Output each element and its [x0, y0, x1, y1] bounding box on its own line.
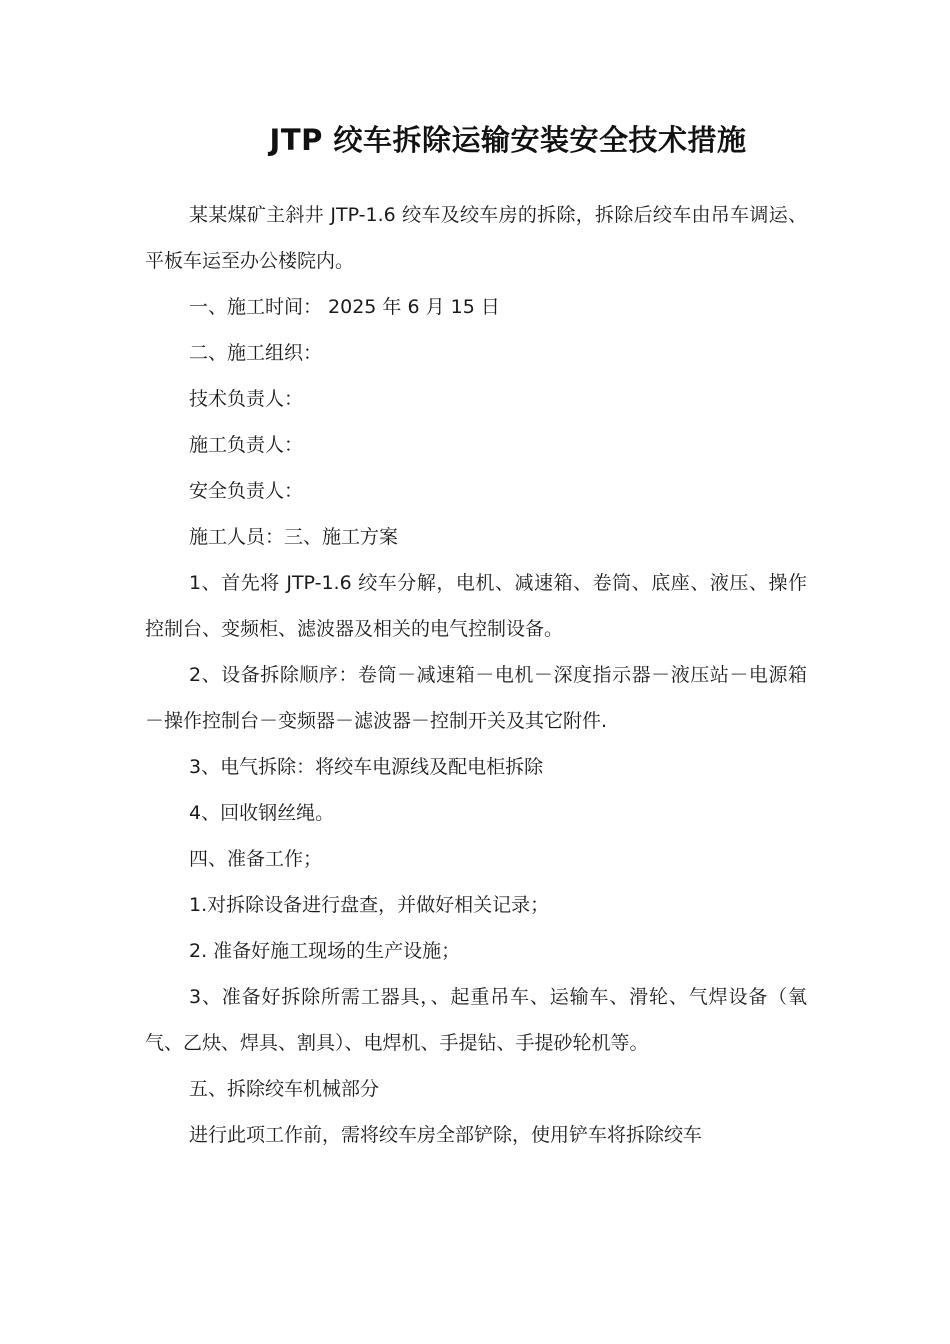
paragraph-preparation-1: 1.对拆除设备进行盘查，并做好相关记录； — [189, 894, 550, 916]
paragraph-construction-time: 一、施工时间： 2025 年 6 月 15 日 — [189, 296, 500, 318]
paragraph-construction-organization: 二、施工组织： — [189, 342, 323, 364]
paragraph-intro: 某某煤矿主斜井 JTP-1.6 绞车及绞车房的拆除，拆除后绞车由吊车调运、平板车运至办公楼院内。 — [145, 204, 807, 272]
document-body — [145, 192, 807, 1158]
paragraph-plan-step-4: 4、回收钢丝绳。 — [189, 802, 335, 824]
paragraph-safety-lead: 安全负责人： — [189, 480, 304, 502]
paragraph-staff-and-plan: 施工人员：三、施工方案 — [189, 526, 399, 548]
paragraph-preparation-2: 2. 准备好施工现场的生产设施； — [189, 940, 461, 962]
paragraph-plan-step-2: 2、设备拆除顺序：卷筒－减速箱－电机－深度指示器－液压站－电源箱－操作控制台－变频器－滤波器－控制开关及其它附件. — [145, 664, 807, 732]
paragraph-mechanical-removal-text: 进行此项工作前，需将绞车房全部铲除，使用铲车将拆除绞车 — [189, 1124, 703, 1146]
paragraph-preparation-3: 3、准备好拆除所需工器具，、起重吊车、运输车、滑轮、气焊设备（氧气、乙炔、焊具、割具）、电焊机、手提钻、手提砂轮机等。 — [145, 986, 807, 1054]
paragraph-construction-lead: 施工负责人： — [189, 434, 304, 456]
paragraph-plan-step-3: 3、电气拆除：将绞车电源线及配电柜拆除 — [189, 756, 544, 778]
paragraph-mechanical-removal-heading: 五、拆除绞车机械部分 — [189, 1078, 380, 1100]
paragraph-technical-lead: 技术负责人： — [189, 388, 304, 410]
paragraph-preparation-heading: 四、准备工作； — [189, 848, 323, 870]
document-title: JTP 绞车拆除运输安装安全技术措施 — [269, 123, 747, 157]
paragraph-plan-step-1: 1、首先将 JTP-1.6 绞车分解，电机、减速箱、卷筒、底座、液压、操作控制台、变频柜、滤波器及相关的电气控制设备。 — [145, 572, 807, 640]
